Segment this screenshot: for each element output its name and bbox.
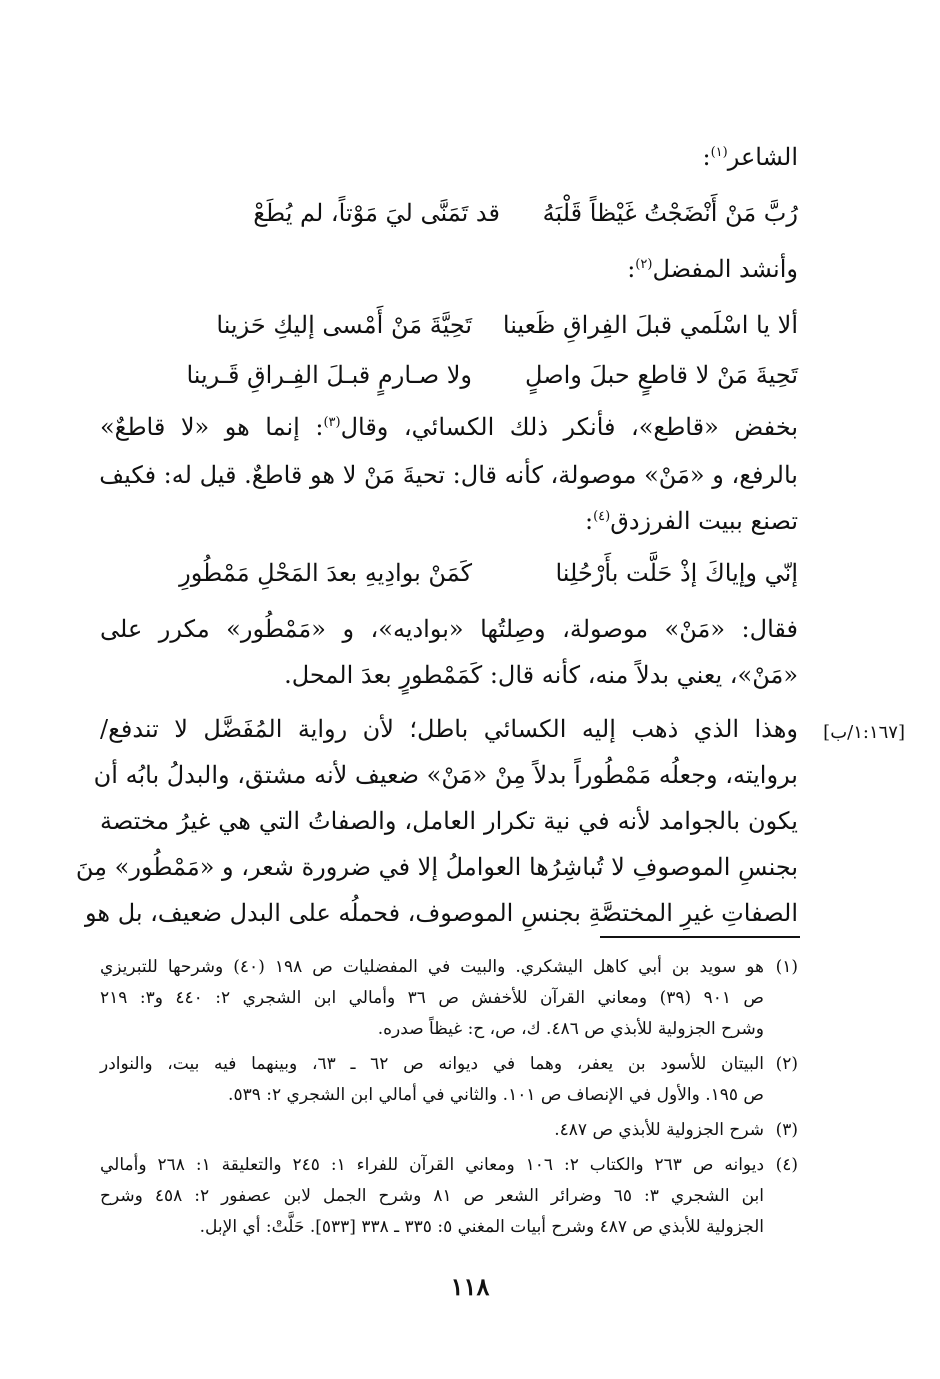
para3-line: الصفاتِ غيرِ المختصَّةِ بجنسِ الموصوف، فحملُه على البدل ضعيف، بل هو	[85, 899, 798, 927]
footnote-line: الجزولية للأبذي ص ٤٨٧ وشرح أبيات المغني ٥: ٣٣٥ ـ ٣٣٨ [٥٣٣]. حَلَّتْ: أي الإبل.	[199, 1217, 764, 1237]
para1-line3-b: :	[585, 507, 594, 535]
para3-line: يكون بالجوامد لأنه في نية تكرار العامل، والصفاتُ التي هي غيرُ مختصة	[100, 807, 798, 835]
footnote-ref-1: (١)	[710, 145, 728, 160]
intro-mufaddal-text: وأنشد المفضل	[652, 255, 798, 283]
footnote-ref-3: (٣)	[323, 415, 341, 430]
verse4-second-hemistich: كَمَنْ بوادِيهِ بعدَ المَحْلِ مَمْطُورِ	[179, 559, 472, 587]
verse1-first-hemistich: رُبَّ مَنْ أَنْضَجْتُ غَيْظاً قَلْبَهُ	[542, 199, 798, 227]
verse3-second-hemistich: ولا صـارمٍ قبـلَ الفِـراقِ قَـرينا	[186, 361, 472, 389]
intro-mufaddal-colon: :	[627, 255, 636, 283]
verse2-first-hemistich: ألا يا اسْلَمي قبلَ الفِراقِ ظَعينا	[502, 311, 798, 339]
verse2-second-hemistich: تَحِيَّةَ مَنْ أَمْسى إليكِ حَزينا	[216, 311, 472, 339]
para3-line: وهذا الذي ذهب إليه الكسائي باطل؛ لأن رواية المُفَضَّل لا تندفع/	[100, 715, 798, 743]
footnote-ref-4: (٤)	[593, 509, 611, 524]
footnote-line: شرح الجزولية للأبذي ص ٤٨٧.	[554, 1120, 764, 1140]
footnote-line: ص ١٩٥. والأول في الإنصاف ص ١٠١. والثاني في أمالي ابن الشجري ٢: ٥٣٩.	[228, 1085, 764, 1105]
footnote-ref-2: (٢)	[635, 257, 653, 272]
footnote-line: وشرح الجزولية للأبذي ص ٤٨٦. ك، ص، ح: غيظاً صدره.	[377, 1019, 764, 1039]
intro-poet-line	[703, 140, 799, 174]
intro-poet-colon: :	[702, 143, 711, 171]
footnote-number: (٣)	[775, 1120, 798, 1140]
para1-line1-b: : إنما هو «لا قاطعٌ»	[100, 413, 324, 441]
verse1-second-hemistich: قد تَمَنَّى ليَ مَوْتاً، لم يُطَعْ	[253, 199, 500, 227]
para2-line2: «مَنْ»، يعني بدلاً منه، كأنه قال: كَمَمْطورٍ بعدَ المحل.	[284, 661, 798, 689]
footnote-separator	[600, 936, 800, 938]
verse4-first-hemistich: إنّي وإياكَ إذْ حَلَّت بأَرْحُلِنا	[555, 559, 798, 587]
footnote-line: ديوانه ص ٢٦٣ والكتاب ٢: ١٠٦ ومعاني القرآن للفراء ١: ٢٤٥ والتعليقة ١: ٢٦٨ وأمالي	[100, 1155, 765, 1175]
para3-line: بجنسِ الموصوفِ لا تُباشِرُها العواملُ إلا في ضرورة شعر، و «مَمْطُور» مِنَ	[75, 853, 798, 881]
margin-folio-note: [١:١٦٧/ب]	[823, 722, 905, 743]
footnote-line: هو سويد بن أبي كاهل اليشكري. والبيت في المفضليات ص ١٩٨ (٤٠) وشرحها للتبريزي	[100, 957, 764, 977]
verse3-first-hemistich: تَحِيةَ مَنْ لا قاطعٍ حبلَ واصلٍ	[525, 361, 798, 389]
footnote-line: البيتان للأسود بن يعفر، وهما في ديوانه ص ٦٢ ـ ٦٣، وبينهما فيه بيت، والنوادر	[100, 1054, 764, 1074]
para1-line1-a: بخفض «قاطع»، فأنكر ذلك الكسائي، وقال	[340, 413, 798, 441]
para1-line1	[100, 410, 798, 444]
para1-line2: بالرفع، و «مَنْ» موصولة، كأنه قال: تحيةَ مَنْ لا هو قاطعٌ. قيل له: فكيف	[99, 461, 798, 489]
footnote-number: (٢)	[775, 1054, 798, 1074]
footnote-number: (١)	[775, 957, 798, 977]
page-number: ١١٨	[450, 1272, 490, 1301]
intro-poet-text: الشاعر	[727, 143, 798, 171]
para1-line3	[585, 504, 798, 538]
footnote-line: ص ٩٠١ (٣٩) ومعاني القرآن للأخفش ص ٣٦ وأمالي ابن الشجري ٢: ٤٤٠ و٣: ٢١٩	[100, 988, 764, 1008]
para1-line3-a: تصنع ببيت الفرزدق	[610, 507, 798, 535]
footnote-line: ابن الشجري ٣: ٦٥ وضرائر الشعر ص ٨١ وشرح الجمل لابن عصفور ٢: ٤٥٨ وشرح	[100, 1186, 764, 1206]
para2-line1: فقال: «مَنْ» موصولة، وصِلتُها «بواديه»، و «مَمْطُور» مكرر على	[100, 615, 798, 643]
intro-mufaddal-line	[627, 252, 798, 286]
footnote-number: (٤)	[775, 1155, 798, 1175]
para3-line: بروايته، وجعلُه مَمْطُوراً بدلاً مِنْ «مَنْ» ضعيف لأنه مشتق، والبدلُ بابُه أن	[93, 761, 798, 789]
